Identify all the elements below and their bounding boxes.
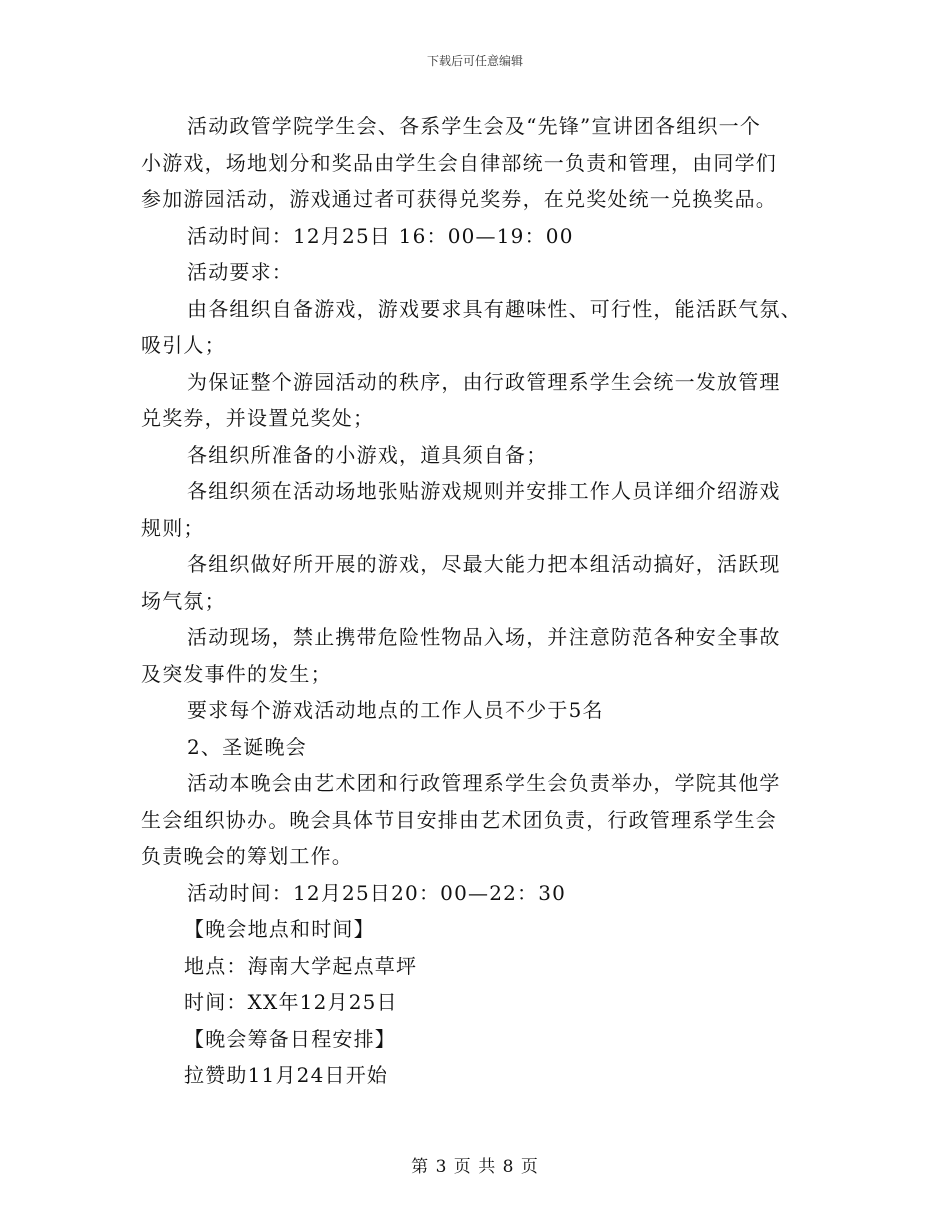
paragraph-line: 活动时间：12月25日 16：00—19：00 (187, 223, 574, 248)
paragraph-line: 活动政管学院学生会、各系学生会及“先锋”宣讲团各组织一个 (187, 114, 762, 138)
paragraph-line: 活动现场，禁止携带危险性物品入场，并注意防范各种安全事故 (187, 625, 781, 649)
paragraph-line: 各组织须在活动场地张贴游戏规则并安排工作人员详细介绍游戏 (187, 479, 781, 503)
paragraph-line: 地点：海南大学起点草坪 (184, 953, 418, 978)
page-header: 下载后可任意编辑 (426, 54, 523, 68)
paragraph-line: 规则； (141, 515, 205, 540)
paragraph-line: 活动要求： (187, 260, 293, 284)
paragraph-line: 活动时间：12月25日20：00—22：30 (187, 880, 567, 905)
section-heading: 2、圣诞晚会 (187, 734, 307, 759)
paragraph-line: 小游戏，场地划分和奖品由学生会自律部统一负责和管理，由同学们 (141, 150, 777, 175)
bracket-heading: 【晚会筹备日程安排】 (184, 1026, 396, 1051)
paragraph-line: 由各组织自备游戏，游戏要求具有趣味性、可行性，能活跃气氛、 (187, 296, 802, 321)
page-number: 第 3 页 共 8 页 (411, 1157, 539, 1177)
paragraph-line: 拉赞助11月24日开始 (184, 1063, 389, 1087)
paragraph-line: 生会组织协办。晚会具体节目安排由艺术团负责，行政管理系学生会 (141, 807, 777, 832)
paragraph-line: 为保证整个游园活动的秩序，由行政管理系学生会统一发放管理 (187, 369, 781, 394)
paragraph-line: 场气氛； (141, 588, 226, 613)
paragraph-line: 兑奖券，并设置兑奖处； (141, 406, 375, 430)
paragraph-line: 参加游园活动，游戏通过者可获得兑奖券，在兑奖处统一兑换奖品。 (141, 187, 777, 211)
document-body (141, 108, 811, 1094)
paragraph-line: 负责晚会的筹划工作。 (141, 844, 353, 868)
paragraph-line: 活动本晚会由艺术团和行政管理系学生会负责举办，学院其他学 (187, 771, 781, 795)
paragraph-line: 要求每个游戏活动地点的工作人员不少于5名 (187, 698, 604, 722)
paragraph-line: 吸引人； (141, 333, 226, 357)
paragraph-line: 时间：XX年12月25日 (184, 990, 398, 1014)
paragraph-line: 各组织所准备的小游戏，道具须自备； (187, 442, 548, 467)
paragraph-line: 及突发事件的发生； (141, 661, 332, 686)
bracket-heading: 【晚会地点和时间】 (184, 917, 375, 941)
paragraph-line: 各组织做好所开展的游戏，尽最大能力把本组活动搞好，活跃现 (187, 552, 781, 576)
